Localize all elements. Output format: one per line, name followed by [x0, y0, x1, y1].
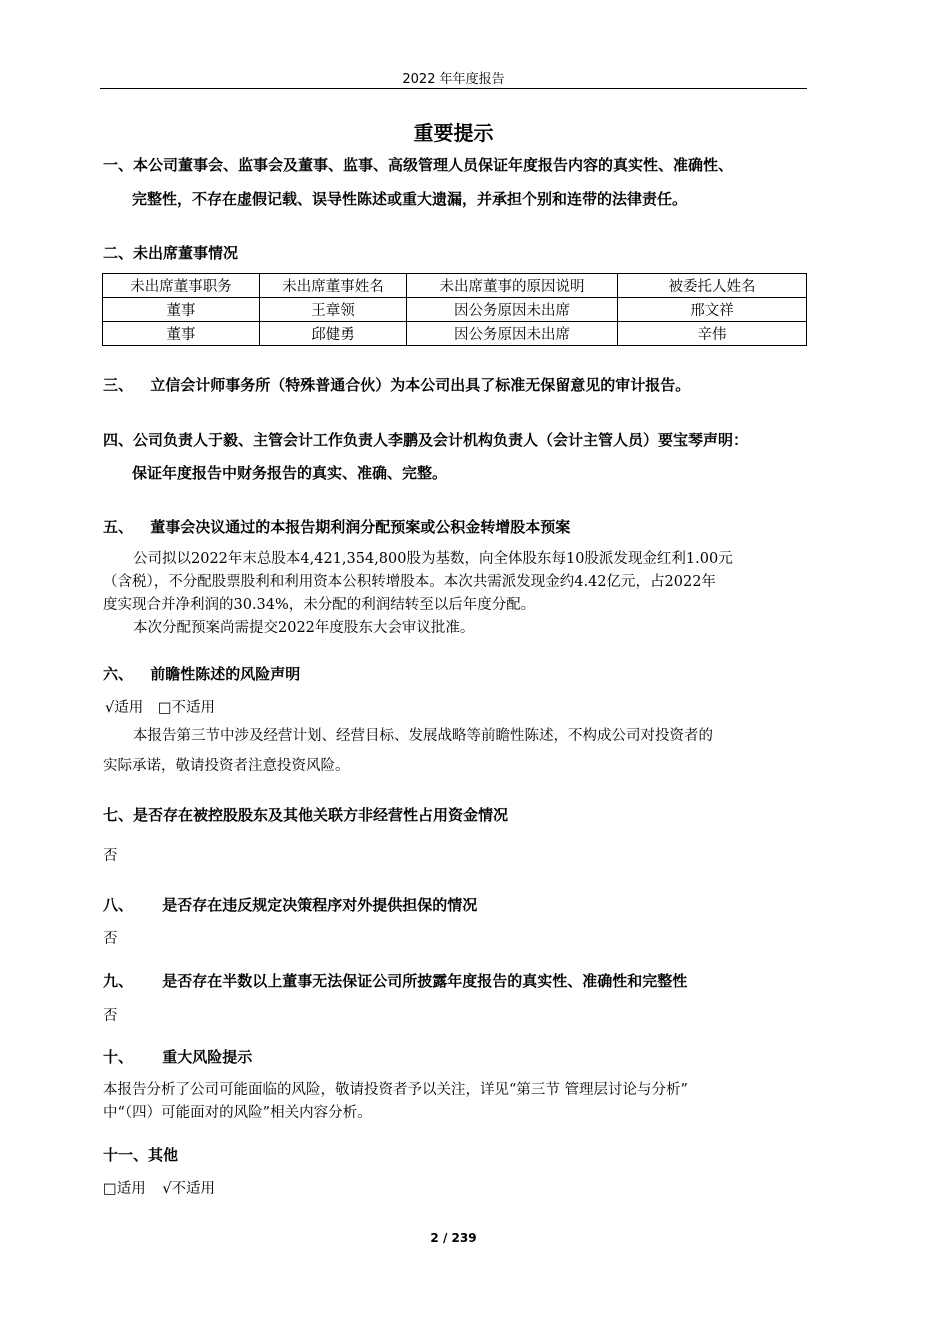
section-8-heading	[103, 894, 477, 915]
section-6-paragraph-line: 实际承诺，敬请投资者注意投资风险。	[103, 758, 350, 774]
section-4-line-1: 四、公司负责人于毅、主管会计工作负责人李鹏及会计机构负责人（会计主管人员）要宝琴声明：	[103, 431, 749, 449]
section-5-paragraph-line: （含税），不分配股票股利和利用资本公积转增股本。本次共需派发现金约4.42亿元，占2022年	[103, 574, 716, 590]
section-5-number: 五、	[103, 518, 134, 536]
section-11-heading: 十一、其他	[103, 1146, 179, 1164]
section-6-heading	[103, 663, 300, 684]
not-applicable-checkbox: √不适用	[162, 1181, 216, 1197]
section-9-number: 九、	[103, 972, 134, 990]
table-cell: 董事	[103, 298, 260, 322]
section-5-paragraph-line: 公司拟以2022年末总股本4,421,354,800股为基数，向全体股东每10股派发现金红利1.00元	[133, 551, 733, 567]
section-7-heading: 七、是否存在被控股股东及其他关联方非经营性占用资金情况	[103, 806, 509, 824]
table-row	[103, 322, 807, 346]
section-4-line-2: 保证年度报告中财务报告的真实、准确、完整。	[132, 464, 448, 482]
table-cell: 因公务原因未出席	[407, 322, 618, 346]
section-5-paragraph-line: 本次分配预案尚需提交2022年度股东大会审议批准。	[133, 620, 475, 636]
running-header: 2022 年年度报告	[402, 72, 505, 87]
section-5-paragraph-line: 度实现合并净利润的30.34%，未分配的利润结转至以后年度分配。	[103, 597, 536, 613]
table-cell: 邢文祥	[618, 298, 807, 322]
absent-directors-table	[102, 273, 807, 346]
section-3-text: 立信会计师事务所（特殊普通合伙）为本公司出具了标准无保留意见的审计报告。	[150, 376, 691, 394]
section-11-checkboxes	[103, 1177, 215, 1198]
table-header-cell: 未出席董事职务	[103, 274, 260, 298]
table-header-row	[103, 274, 807, 298]
page-title: 重要提示	[413, 121, 494, 145]
table-header-cell: 未出席董事的原因说明	[407, 274, 618, 298]
section-10-paragraph-line: 本报告分析了公司可能面临的风险，敬请投资者予以关注，详见“第三节 管理层讨论与分析”	[103, 1082, 688, 1098]
section-5-title: 董事会决议通过的本报告期利润分配预案或公积金转增股本预案	[150, 518, 571, 536]
section-10-heading	[103, 1046, 252, 1067]
table-cell: 王章领	[260, 298, 407, 322]
table-cell: 邱健勇	[260, 322, 407, 346]
table-cell: 董事	[103, 322, 260, 346]
section-10-number: 十、	[103, 1048, 134, 1066]
section-9-title: 是否存在半数以上董事无法保证公司所披露年度报告的真实性、准确性和完整性	[162, 972, 688, 990]
section-1-line-1: 一、本公司董事会、监事会及董事、监事、高级管理人员保证年度报告内容的真实性、准确性、	[103, 156, 734, 174]
section-5-heading	[103, 516, 570, 537]
section-8-number: 八、	[103, 896, 134, 914]
section-10-title: 重大风险提示	[162, 1048, 253, 1066]
section-1-line-2: 完整性，不存在虚假记载、误导性陈述或重大遗漏，并承担个别和连带的法律责任。	[132, 190, 688, 208]
section-9-heading	[103, 970, 687, 991]
table-header-cell: 被委托人姓名	[618, 274, 807, 298]
table-cell: 辛伟	[618, 322, 807, 346]
section-3-number: 三、	[103, 376, 134, 394]
section-7-answer: 否	[103, 848, 118, 864]
section-6-paragraph-line: 本报告第三节中涉及经营计划、经营目标、发展战略等前瞻性陈述，不构成公司对投资者的	[133, 728, 713, 744]
section-8-title: 是否存在违反规定决策程序对外提供担保的情况	[162, 896, 478, 914]
section-8-answer: 否	[103, 931, 118, 947]
header-rule	[100, 88, 807, 89]
section-9-answer: 否	[103, 1008, 118, 1024]
table-row	[103, 298, 807, 322]
page-number: 2 / 239	[430, 1231, 477, 1245]
section-6-number: 六、	[103, 665, 134, 683]
table-header-cell: 未出席董事姓名	[260, 274, 407, 298]
section-3	[103, 374, 690, 395]
section-6-title: 前瞻性陈述的风险声明	[150, 665, 301, 683]
section-2-heading: 二、未出席董事情况	[103, 244, 239, 262]
applicable-checkbox: □适用	[103, 1181, 146, 1197]
not-applicable-checkbox: □不适用	[157, 700, 216, 716]
section-10-paragraph-line: 中“（四）可能面对的风险”相关内容分析。	[103, 1105, 372, 1121]
applicable-checkbox: √适用	[105, 700, 144, 716]
section-6-checkboxes	[105, 696, 215, 717]
table-cell: 因公务原因未出席	[407, 298, 618, 322]
